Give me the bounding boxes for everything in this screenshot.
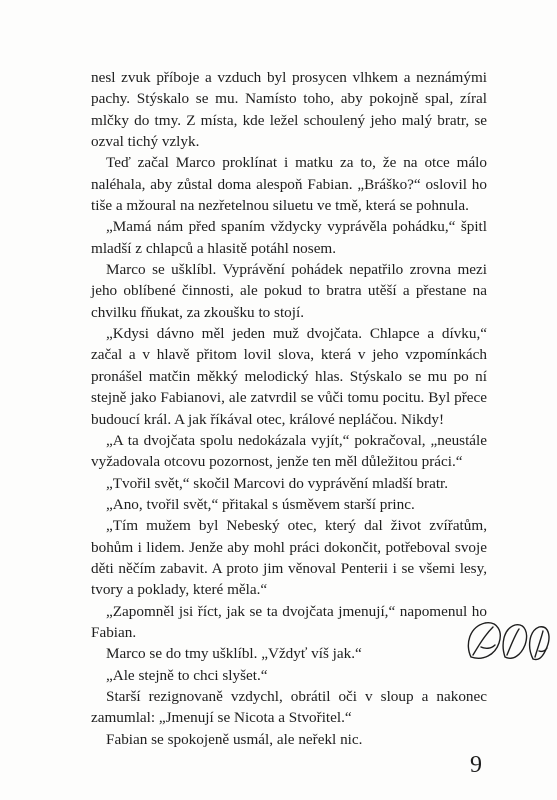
- paragraph: Marco se ušklíbl. Vyprávění pohádek nepatřilo zrovna mezi jeho oblíbené činnosti, ale pokud to bratra utěší a přestane na chvilku fňukat, za zkoušku to stojí.: [91, 261, 487, 321]
- leaf-pair-ornament-icon: [463, 617, 553, 667]
- paragraph: „Kdysi dávno měl jeden muž dvojčata. Chlapce a dívku,“ začal a v hlavě přitom lovil slova, která v jeho vzpomínkách pronášel matčin měkký melodický hlas. Stýskalo se mu po ní stejně jako Fabianovi, ale zatvrdil se vůči tomu pocitu. Byl přece budoucí král. A jak říkával otec, králové nepláčou. Nikdy!: [91, 325, 487, 428]
- paragraph: „Ale stejně to chci slyšet.“: [106, 666, 268, 684]
- paragraph: nesl zvuk příboje a vzduch byl prosycen vlhkem a neznámými pachy. Stýskalo se mu. Namísto toho, aby pokojně spal, zíral mlčky do tmy. Z místa, kde ležel schoulený jeho malý bratr, se ozval tichý vzlyk.: [91, 69, 487, 151]
- paragraph: „Tím mužem byl Nebeský otec, který dal život zvířatům, bohům i lidem. Jenže aby mohl práci dokončit, potřeboval svoje děti něčím zabavit. A proto jim věnoval Penterii i se všemi lesy, tvory a poklady, které měla.“: [91, 517, 487, 599]
- paragraph: „Tvořil svět,“ skočil Marcovi do vyprávění mladší bratr.: [106, 474, 449, 492]
- paragraph: „Zapomněl jsi říct, jak se ta dvojčata jmenují,“ napomenul ho Fabian.: [91, 602, 487, 641]
- paragraph: Starší rezignovaně vzdychl, obrátil oči v sloup a nakonec zamumlal: „Jmenují se Nicota a Stvořitel.“: [91, 687, 487, 727]
- paragraph: „A ta dvojčata spolu nedokázala vyjít,“ pokračoval, „neustále vyžadovala otcovu pozornost, jenže ten měl důležitou práci.“: [91, 431, 487, 471]
- paragraph: Marco se do tmy ušklíbl. „Vždyť víš jak.“: [106, 645, 362, 663]
- paragraph: „Ano, tvořil svět,“ přitakal s úsměvem starší princ.: [106, 495, 415, 513]
- page-number: 9: [470, 752, 482, 778]
- body-text: [91, 67, 487, 750]
- paragraph: Teď začal Marco proklínat i matku za to, že na otce málo naléhala, aby zůstal doma alespoň Fabian. „Bráško?“ oslovil ho tiše a mžoural na nezřetelnou siluetu ve tmě, která se pohnula.: [91, 154, 487, 215]
- paragraph: Fabian se spokojeně usmál, ale neřekl nic.: [106, 730, 363, 748]
- paragraph: „Mamá nám před spaním vždycky vyprávěla pohádku,“ špitl mladší z chlapců a hlasitě potáhl nosem.: [91, 218, 487, 257]
